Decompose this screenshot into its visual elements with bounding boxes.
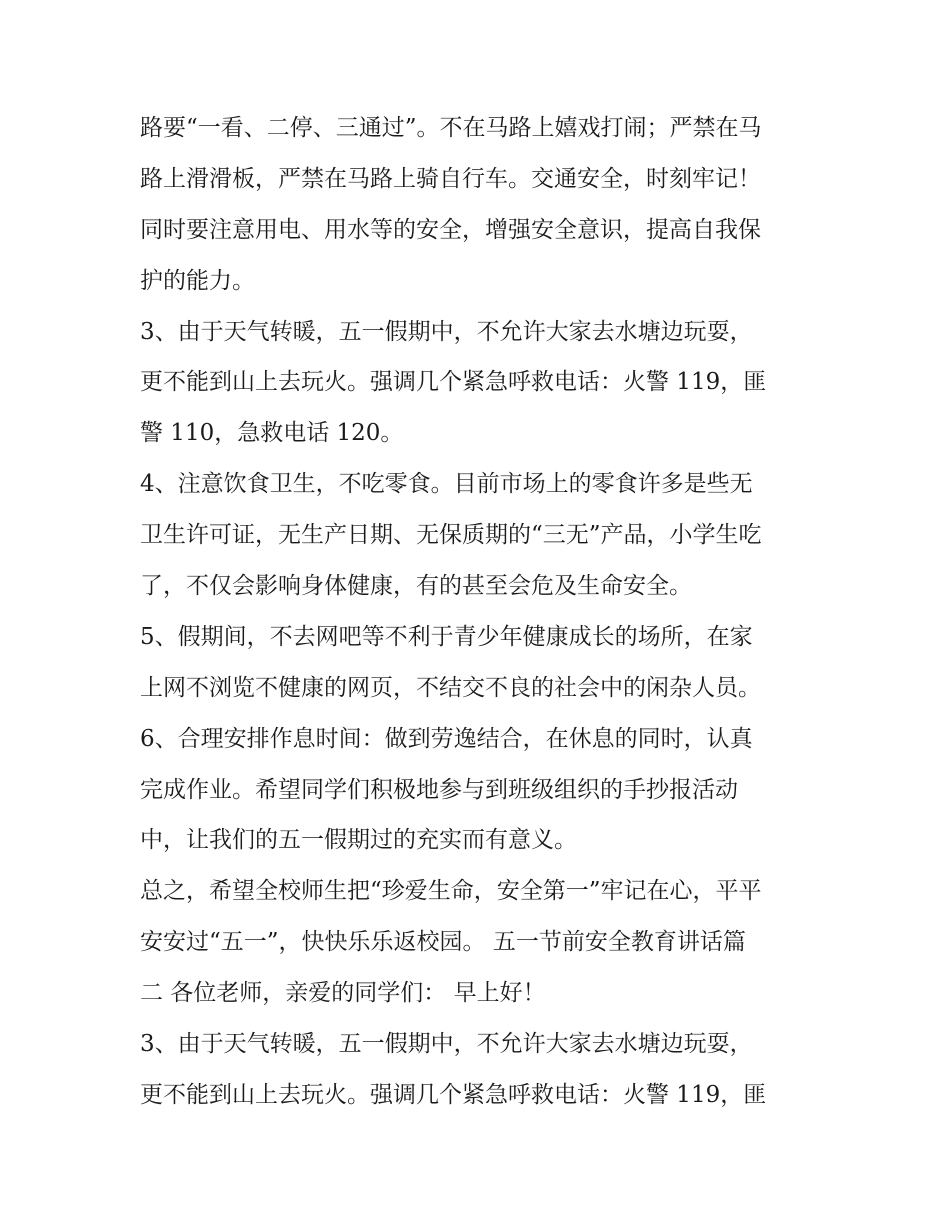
text-line: 路上滑滑板，严禁在马路上骑自行车。交通安全，时刻牢记！ xyxy=(140,165,761,192)
text-line: 4、注意饮食卫生，不吃零食。目前市场上的零食许多是些无 xyxy=(140,471,753,498)
text-line: 6、合理安排作息时间：做到劳逸结合，在休息的同时，认真 xyxy=(140,725,753,752)
text-line: 中，让我们的五一假期过的充实而有意义。 xyxy=(140,827,577,854)
text-line: 5、假期间，不去网吧等不利于青少年健康成长的场所，在家 xyxy=(140,623,753,650)
text-line: 同时要注意用电、用水等的安全，增强安全意识，提高自我保 xyxy=(140,216,761,243)
text-line: 更不能到山上去玩火。强调几个紧急呼救电话：火警 119，匪 xyxy=(140,369,767,396)
text-line: 了，不仅会影响身体健康，有的甚至会危及生命安全。 xyxy=(140,573,692,600)
text-line: 3、由于天气转暖，五一假期中，不允许大家去水塘边玩耍， xyxy=(140,318,753,345)
text-line: 总之，希望全校师生把“珍爱生命，安全第一”牢记在心，平平 xyxy=(140,878,762,905)
text-line: 安安过“五一”，快快乐乐返校园。 五一节前安全教育讲话篇 xyxy=(140,929,746,956)
text-line: 护的能力。 xyxy=(140,267,255,294)
text-line: 上网不浏览不健康的网页，不结交不良的社会中的闲杂人员。 xyxy=(140,674,761,701)
text-line: 3、由于天气转暖，五一假期中，不允许大家去水塘边玩耍， xyxy=(140,1031,753,1058)
text-line: 警 110，急救电话 120。 xyxy=(140,420,404,447)
text-line: 完成作业。希望同学们积极地参与到班级组织的手抄报活动 xyxy=(140,776,738,803)
text-line: 更不能到山上去玩火。强调几个紧急呼救电话：火警 119，匪 xyxy=(140,1081,767,1108)
text-line: 路要“一看、二停、三通过”。不在马路上嬉戏打闹；严禁在马 xyxy=(140,115,762,141)
text-line: 二 各位老师，亲爱的同学们： 早上好！ xyxy=(140,980,546,1007)
text-line: 卫生许可证，无生产日期、无保质期的“三无”产品，小学生吃 xyxy=(140,522,762,549)
body-text xyxy=(140,103,820,1121)
